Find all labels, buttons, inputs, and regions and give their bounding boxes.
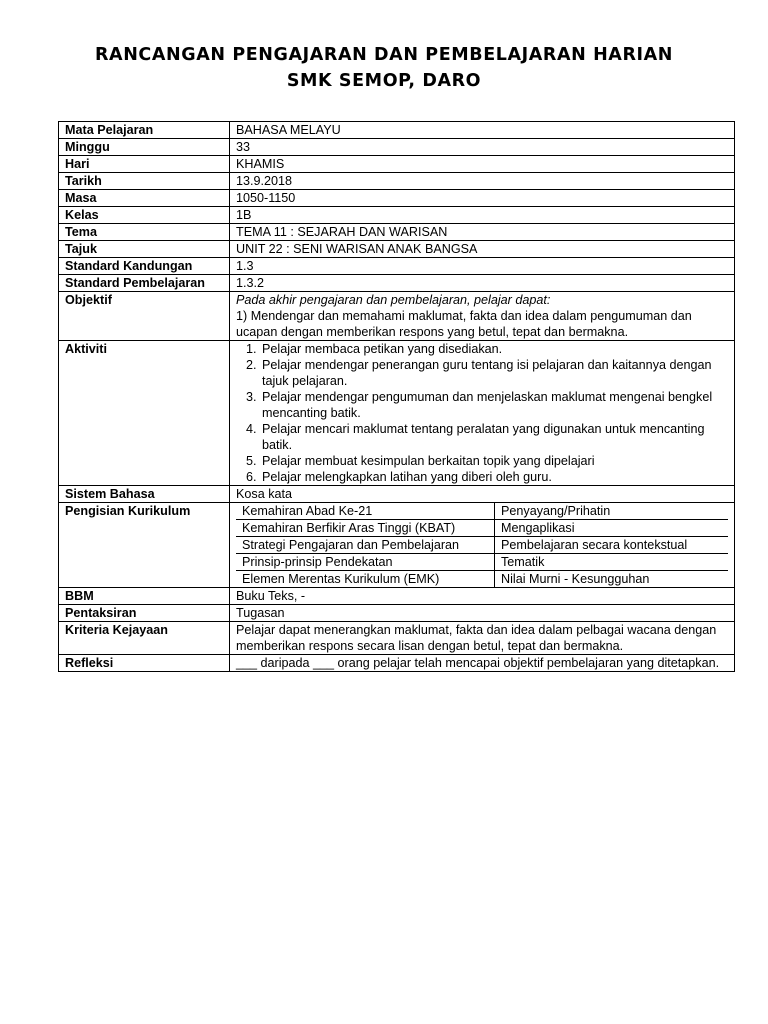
- value-objektif: [230, 292, 735, 341]
- row-mata-pelajaran: [59, 122, 735, 139]
- value-aktiviti: [230, 341, 735, 486]
- value-standard-kandungan: 1.3: [230, 258, 735, 275]
- pengisian-row: [236, 571, 728, 588]
- pengisian-row: [236, 537, 728, 554]
- label-tajuk: Tajuk: [59, 241, 230, 258]
- value-pentaksiran: Tugasan: [230, 605, 735, 622]
- value-mata-pelajaran: BAHASA MELAYU: [230, 122, 735, 139]
- label-bbm: BBM: [59, 588, 230, 605]
- value-sistem-bahasa: Kosa kata: [230, 486, 735, 503]
- row-standard-pembelajaran: [59, 275, 735, 292]
- value-kriteria-kejayaan: Pelajar dapat menerangkan maklumat, fakta dan idea dalam pelbagai wacana dengan memberikan respons secara lisan dengan betul, tepat dan bermakna.: [230, 622, 735, 655]
- value-kelas: 1B: [230, 207, 735, 224]
- pengisian-key: Kemahiran Abad Ke-21: [236, 503, 495, 520]
- value-hari: KHAMIS: [230, 156, 735, 173]
- label-pentaksiran: Pentaksiran: [59, 605, 230, 622]
- label-pengisian-kurikulum: Pengisian Kurikulum: [59, 503, 230, 588]
- document-header: [0, 42, 768, 94]
- row-standard-kandungan: [59, 258, 735, 275]
- label-standard-pembelajaran: Standard Pembelajaran: [59, 275, 230, 292]
- value-pengisian-kurikulum: [230, 503, 735, 588]
- aktiviti-item: 3. Pelajar mendengar pengumuman dan menjelaskan maklumat mengenai bengkel mencanting batik.: [260, 389, 728, 421]
- row-kelas: [59, 207, 735, 224]
- pengisian-key: Strategi Pengajaran dan Pembelajaran: [236, 537, 495, 554]
- pengisian-key: Prinsip-prinsip Pendekatan: [236, 554, 495, 571]
- value-bbm: Buku Teks, -: [230, 588, 735, 605]
- row-tajuk: [59, 241, 735, 258]
- title-line-1: RANCANGAN PENGAJARAN DAN PEMBELAJARAN HARIAN: [94, 45, 674, 65]
- pengisian-key: Elemen Merentas Kurikulum (EMK): [236, 571, 495, 588]
- value-minggu: 33: [230, 139, 735, 156]
- label-mata-pelajaran: Mata Pelajaran: [59, 122, 230, 139]
- pengisian-value: Nilai Murni - Kesungguhan: [495, 571, 729, 588]
- row-kriteria-kejayaan: [59, 622, 735, 655]
- value-tema: TEMA 11 : SEJARAH DAN WARISAN: [230, 224, 735, 241]
- aktiviti-item: 2. Pelajar mendengar penerangan guru tentang isi pelajaran dan kaitannya dengan tajuk pelajaran.: [260, 357, 728, 389]
- label-tarikh: Tarikh: [59, 173, 230, 190]
- objektif-text: 1) Mendengar dan memahami maklumat, fakta dan idea dalam pengumuman dan ucapan dengan memberikan respons yang betul, tepat dan bermakna.: [236, 309, 692, 339]
- label-sistem-bahasa: Sistem Bahasa: [59, 486, 230, 503]
- label-standard-kandungan: Standard Kandungan: [59, 258, 230, 275]
- row-tema: [59, 224, 735, 241]
- pengisian-value: Pembelajaran secara kontekstual: [495, 537, 729, 554]
- pengisian-row: [236, 503, 728, 520]
- aktiviti-item: 6. Pelajar melengkapkan latihan yang diberi oleh guru.: [260, 469, 728, 485]
- row-objektif: [59, 292, 735, 341]
- pengisian-row: [236, 520, 728, 537]
- label-hari: Hari: [59, 156, 230, 173]
- pengisian-key: Kemahiran Berfikir Aras Tinggi (KBAT): [236, 520, 495, 537]
- value-standard-pembelajaran: 1.3.2: [230, 275, 735, 292]
- pengisian-value: Mengaplikasi: [495, 520, 729, 537]
- label-tema: Tema: [59, 224, 230, 241]
- row-refleksi: [59, 655, 735, 672]
- lesson-plan-table: [58, 121, 735, 672]
- pengisian-value: Tematik: [495, 554, 729, 571]
- aktiviti-list: [236, 341, 728, 485]
- value-tajuk: UNIT 22 : SENI WARISAN ANAK BANGSA: [230, 241, 735, 258]
- label-aktiviti: Aktiviti: [59, 341, 230, 486]
- row-tarikh: [59, 173, 735, 190]
- label-refleksi: Refleksi: [59, 655, 230, 672]
- aktiviti-item: 4. Pelajar mencari maklumat tentang peralatan yang digunakan untuk mencanting batik.: [260, 421, 728, 453]
- row-sistem-bahasa: [59, 486, 735, 503]
- row-pengisian-kurikulum: [59, 503, 735, 588]
- row-pentaksiran: [59, 605, 735, 622]
- aktiviti-item: 5. Pelajar membuat kesimpulan berkaitan topik yang dipelajari: [260, 453, 728, 469]
- row-masa: [59, 190, 735, 207]
- aktiviti-item: 1. Pelajar membaca petikan yang disediakan.: [260, 341, 728, 357]
- value-masa: 1050-1150: [230, 190, 735, 207]
- label-objektif: Objektif: [59, 292, 230, 341]
- value-refleksi: ___ daripada ___ orang pelajar telah mencapai objektif pembelajaran yang ditetapkan.: [230, 655, 735, 672]
- row-bbm: [59, 588, 735, 605]
- row-minggu: [59, 139, 735, 156]
- row-aktiviti: [59, 341, 735, 486]
- objektif-intro: Pada akhir pengajaran dan pembelajaran, pelajar dapat:: [236, 293, 551, 307]
- label-kelas: Kelas: [59, 207, 230, 224]
- pengisian-value: Penyayang/Prihatin: [501, 504, 611, 518]
- label-masa: Masa: [59, 190, 230, 207]
- pengisian-row: [236, 554, 728, 571]
- pengisian-kurikulum-table: [236, 503, 728, 587]
- label-minggu: Minggu: [59, 139, 230, 156]
- label-kriteria-kejayaan: Kriteria Kejayaan: [59, 622, 230, 655]
- row-hari: [59, 156, 735, 173]
- title-line-2: SMK SEMOP, DARO: [286, 71, 482, 91]
- value-tarikh: 13.9.2018: [230, 173, 735, 190]
